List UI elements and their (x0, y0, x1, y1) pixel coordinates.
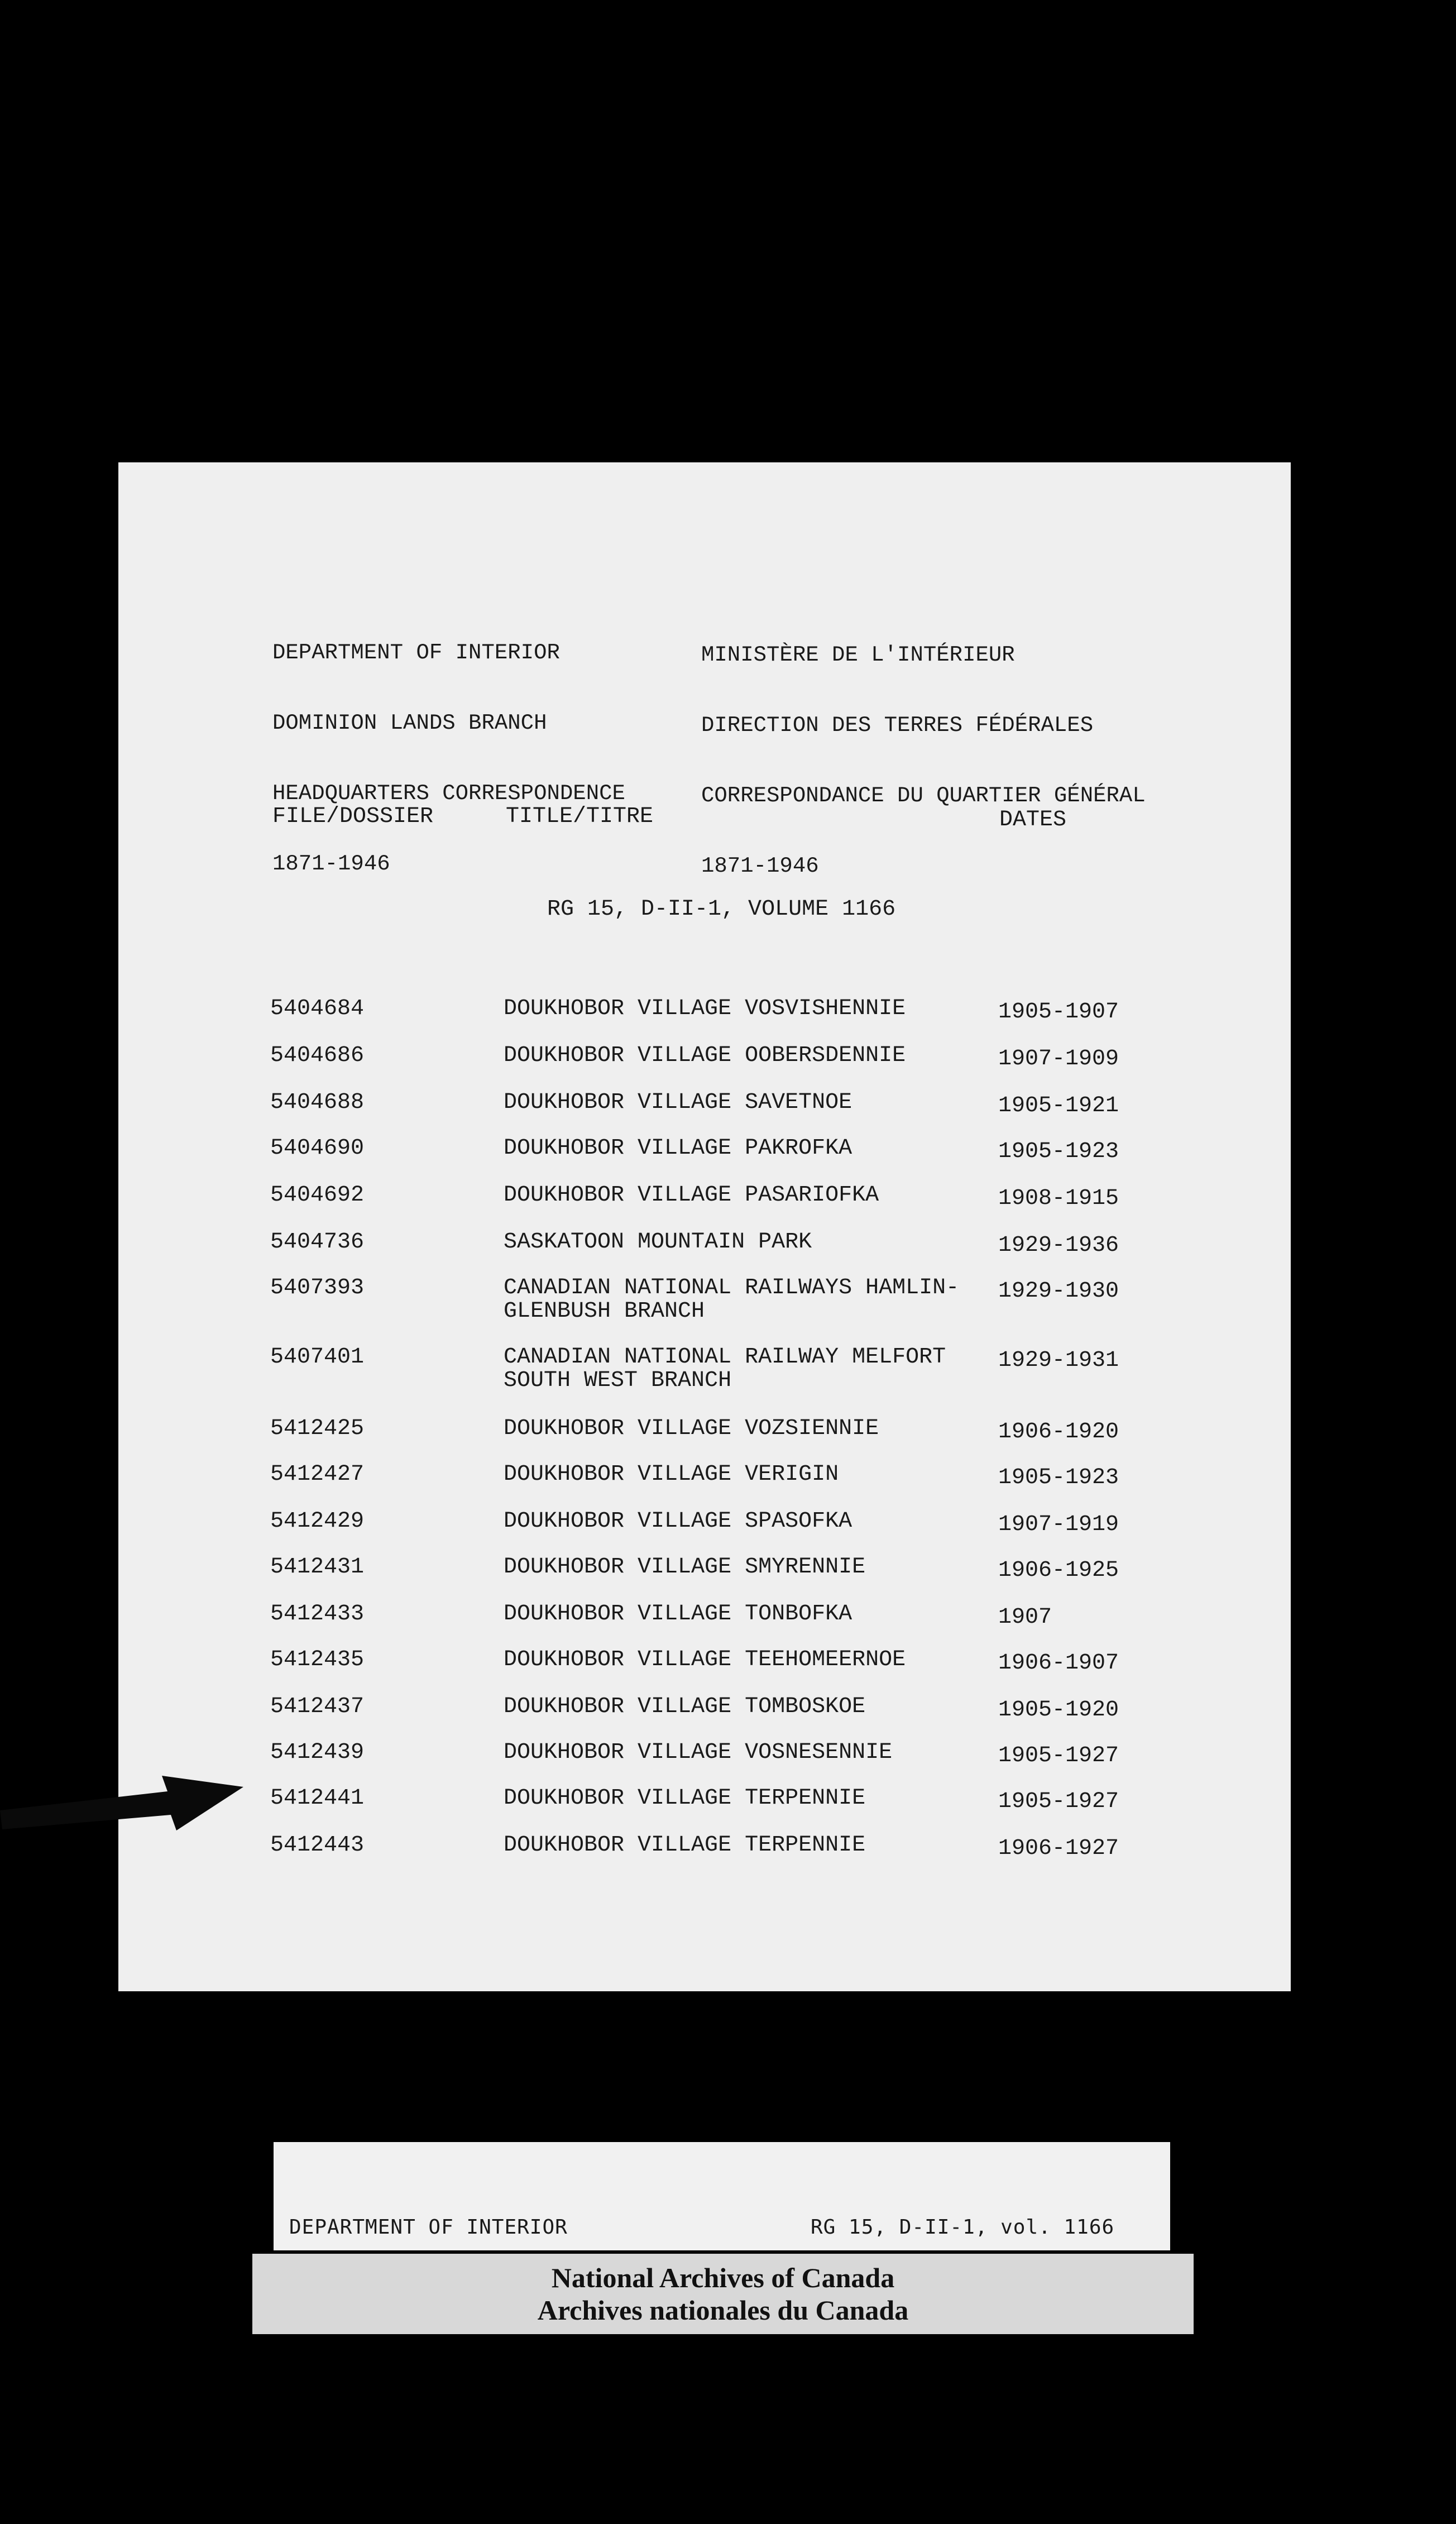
header-english-line: DEPARTMENT OF INTERIOR (272, 640, 560, 665)
file-dates: 1906-1920 (998, 1419, 1119, 1445)
archives-name-english: National Archives of Canada (551, 2262, 895, 2293)
file-title: DOUKHOBOR VILLAGE SAVETNOE (504, 1090, 852, 1115)
label-strip-left-line: DEPARTMENT OF INTERIOR (289, 2216, 568, 2239)
file-title: DOUKHOBOR VILLAGE SPASOFKA (504, 1509, 852, 1534)
document-page (118, 462, 1291, 1991)
column-header-title: TITLE/TITRE (506, 804, 654, 829)
file-title: DOUKHOBOR VILLAGE TERPENNIE (504, 1833, 866, 1858)
file-dates: 1929-1930 (998, 1279, 1119, 1304)
file-dates: 1905-1907 (998, 1000, 1119, 1025)
header-french-line: MINISTÈRE DE L'INTÉRIEUR (701, 643, 1015, 667)
file-dates: 1929-1936 (998, 1233, 1119, 1258)
file-dates: 1929-1931 (998, 1348, 1119, 1373)
file-number: 5412443 (270, 1833, 365, 1858)
file-dates: 1905-1920 (998, 1698, 1119, 1723)
file-title: DOUKHOBOR VILLAGE VOZSIENNIE (504, 1416, 879, 1441)
archives-strip (252, 2254, 1194, 2334)
file-title: DOUKHOBOR VILLAGE PAKROFKA (504, 1136, 852, 1161)
file-title: DOUKHOBOR VILLAGE VERIGIN (504, 1462, 839, 1487)
file-dates: 1907-1919 (998, 1512, 1119, 1537)
file-title: DOUKHOBOR VILLAGE OOBERSDENNIE (504, 1043, 906, 1068)
file-dates: 1908-1915 (998, 1186, 1119, 1211)
file-number: 5404688 (270, 1090, 365, 1115)
file-dates: 1907-1909 (998, 1046, 1119, 1072)
header-french-line: 1871-1946 (701, 854, 819, 878)
file-title: CANADIAN NATIONAL RAILWAYS HAMLIN-GLENBUSH BRANCH (504, 1275, 960, 1324)
file-title: CANADIAN NATIONAL RAILWAY MELFORT SOUTH WEST BRANCH (504, 1345, 946, 1393)
header-french-line: DIRECTION DES TERRES FÉDÉRALES (701, 713, 1094, 738)
file-title: DOUKHOBOR VILLAGE VOSVISHENNIE (504, 996, 906, 1021)
header-english-line: DOMINION LANDS BRANCH (272, 711, 547, 735)
file-number: 5412439 (270, 1740, 365, 1765)
file-number: 5404736 (270, 1230, 365, 1255)
file-title: DOUKHOBOR VILLAGE TOMBOSKOE (504, 1694, 866, 1719)
file-dates: 1907 (998, 1605, 1052, 1630)
file-number: 5412429 (270, 1509, 365, 1534)
file-list (118, 462, 1291, 1991)
file-title: DOUKHOBOR VILLAGE PASARIOFKA (504, 1183, 879, 1208)
file-dates: 1906-1907 (998, 1651, 1119, 1676)
volume-heading: RG 15, D-II-1, VOLUME 1166 (547, 897, 896, 922)
file-dates: 1906-1925 (998, 1558, 1119, 1583)
file-dates: 1905-1927 (998, 1743, 1119, 1768)
file-dates: 1905-1921 (998, 1093, 1119, 1118)
file-dates: 1905-1923 (998, 1465, 1119, 1490)
file-number: 5407393 (270, 1275, 365, 1301)
file-number: 5412441 (270, 1786, 365, 1811)
file-dates: 1905-1927 (998, 1789, 1119, 1814)
file-title: DOUKHOBOR VILLAGE TERPENNIE (504, 1786, 866, 1811)
file-title: DOUKHOBOR VILLAGE TEEHOMEERNOE (504, 1647, 906, 1672)
archives-name-french: Archives nationales du Canada (537, 2294, 909, 2326)
header-french-line: CORRESPONDANCE DU QUARTIER GÉNÉRAL (701, 783, 1146, 808)
file-dates: 1906-1927 (998, 1836, 1119, 1861)
arrow-right-icon (0, 1759, 246, 1832)
file-title: SASKATOON MOUNTAIN PARK (504, 1230, 812, 1255)
label-strip (274, 2142, 1170, 2250)
file-number: 5404684 (270, 996, 365, 1021)
column-header-file: FILE/DOSSIER (272, 804, 434, 829)
file-title: DOUKHOBOR VILLAGE VOSNESENNIE (504, 1740, 893, 1765)
file-number: 5407401 (270, 1345, 365, 1370)
file-number: 5404690 (270, 1136, 365, 1161)
file-number: 5412435 (270, 1647, 365, 1672)
file-number: 5412433 (270, 1602, 365, 1627)
column-header-dates: DATES (999, 807, 1067, 833)
file-number: 5404692 (270, 1183, 365, 1208)
file-number: 5412431 (270, 1555, 365, 1580)
header-english-line: HEADQUARTERS CORRESPONDENCE (272, 781, 625, 806)
file-dates: 1905-1923 (998, 1139, 1119, 1164)
header-english-line: 1871-1946 (272, 852, 390, 876)
file-number: 5412425 (270, 1416, 365, 1441)
file-title: DOUKHOBOR VILLAGE SMYRENNIE (504, 1555, 866, 1580)
file-number: 5412427 (270, 1462, 365, 1487)
file-number: 5404686 (270, 1043, 365, 1068)
label-strip-right-line: RG 15, D-II-1, vol. 1166 (811, 2216, 1115, 2239)
file-title: DOUKHOBOR VILLAGE TONBOFKA (504, 1602, 852, 1627)
file-number: 5412437 (270, 1694, 365, 1719)
